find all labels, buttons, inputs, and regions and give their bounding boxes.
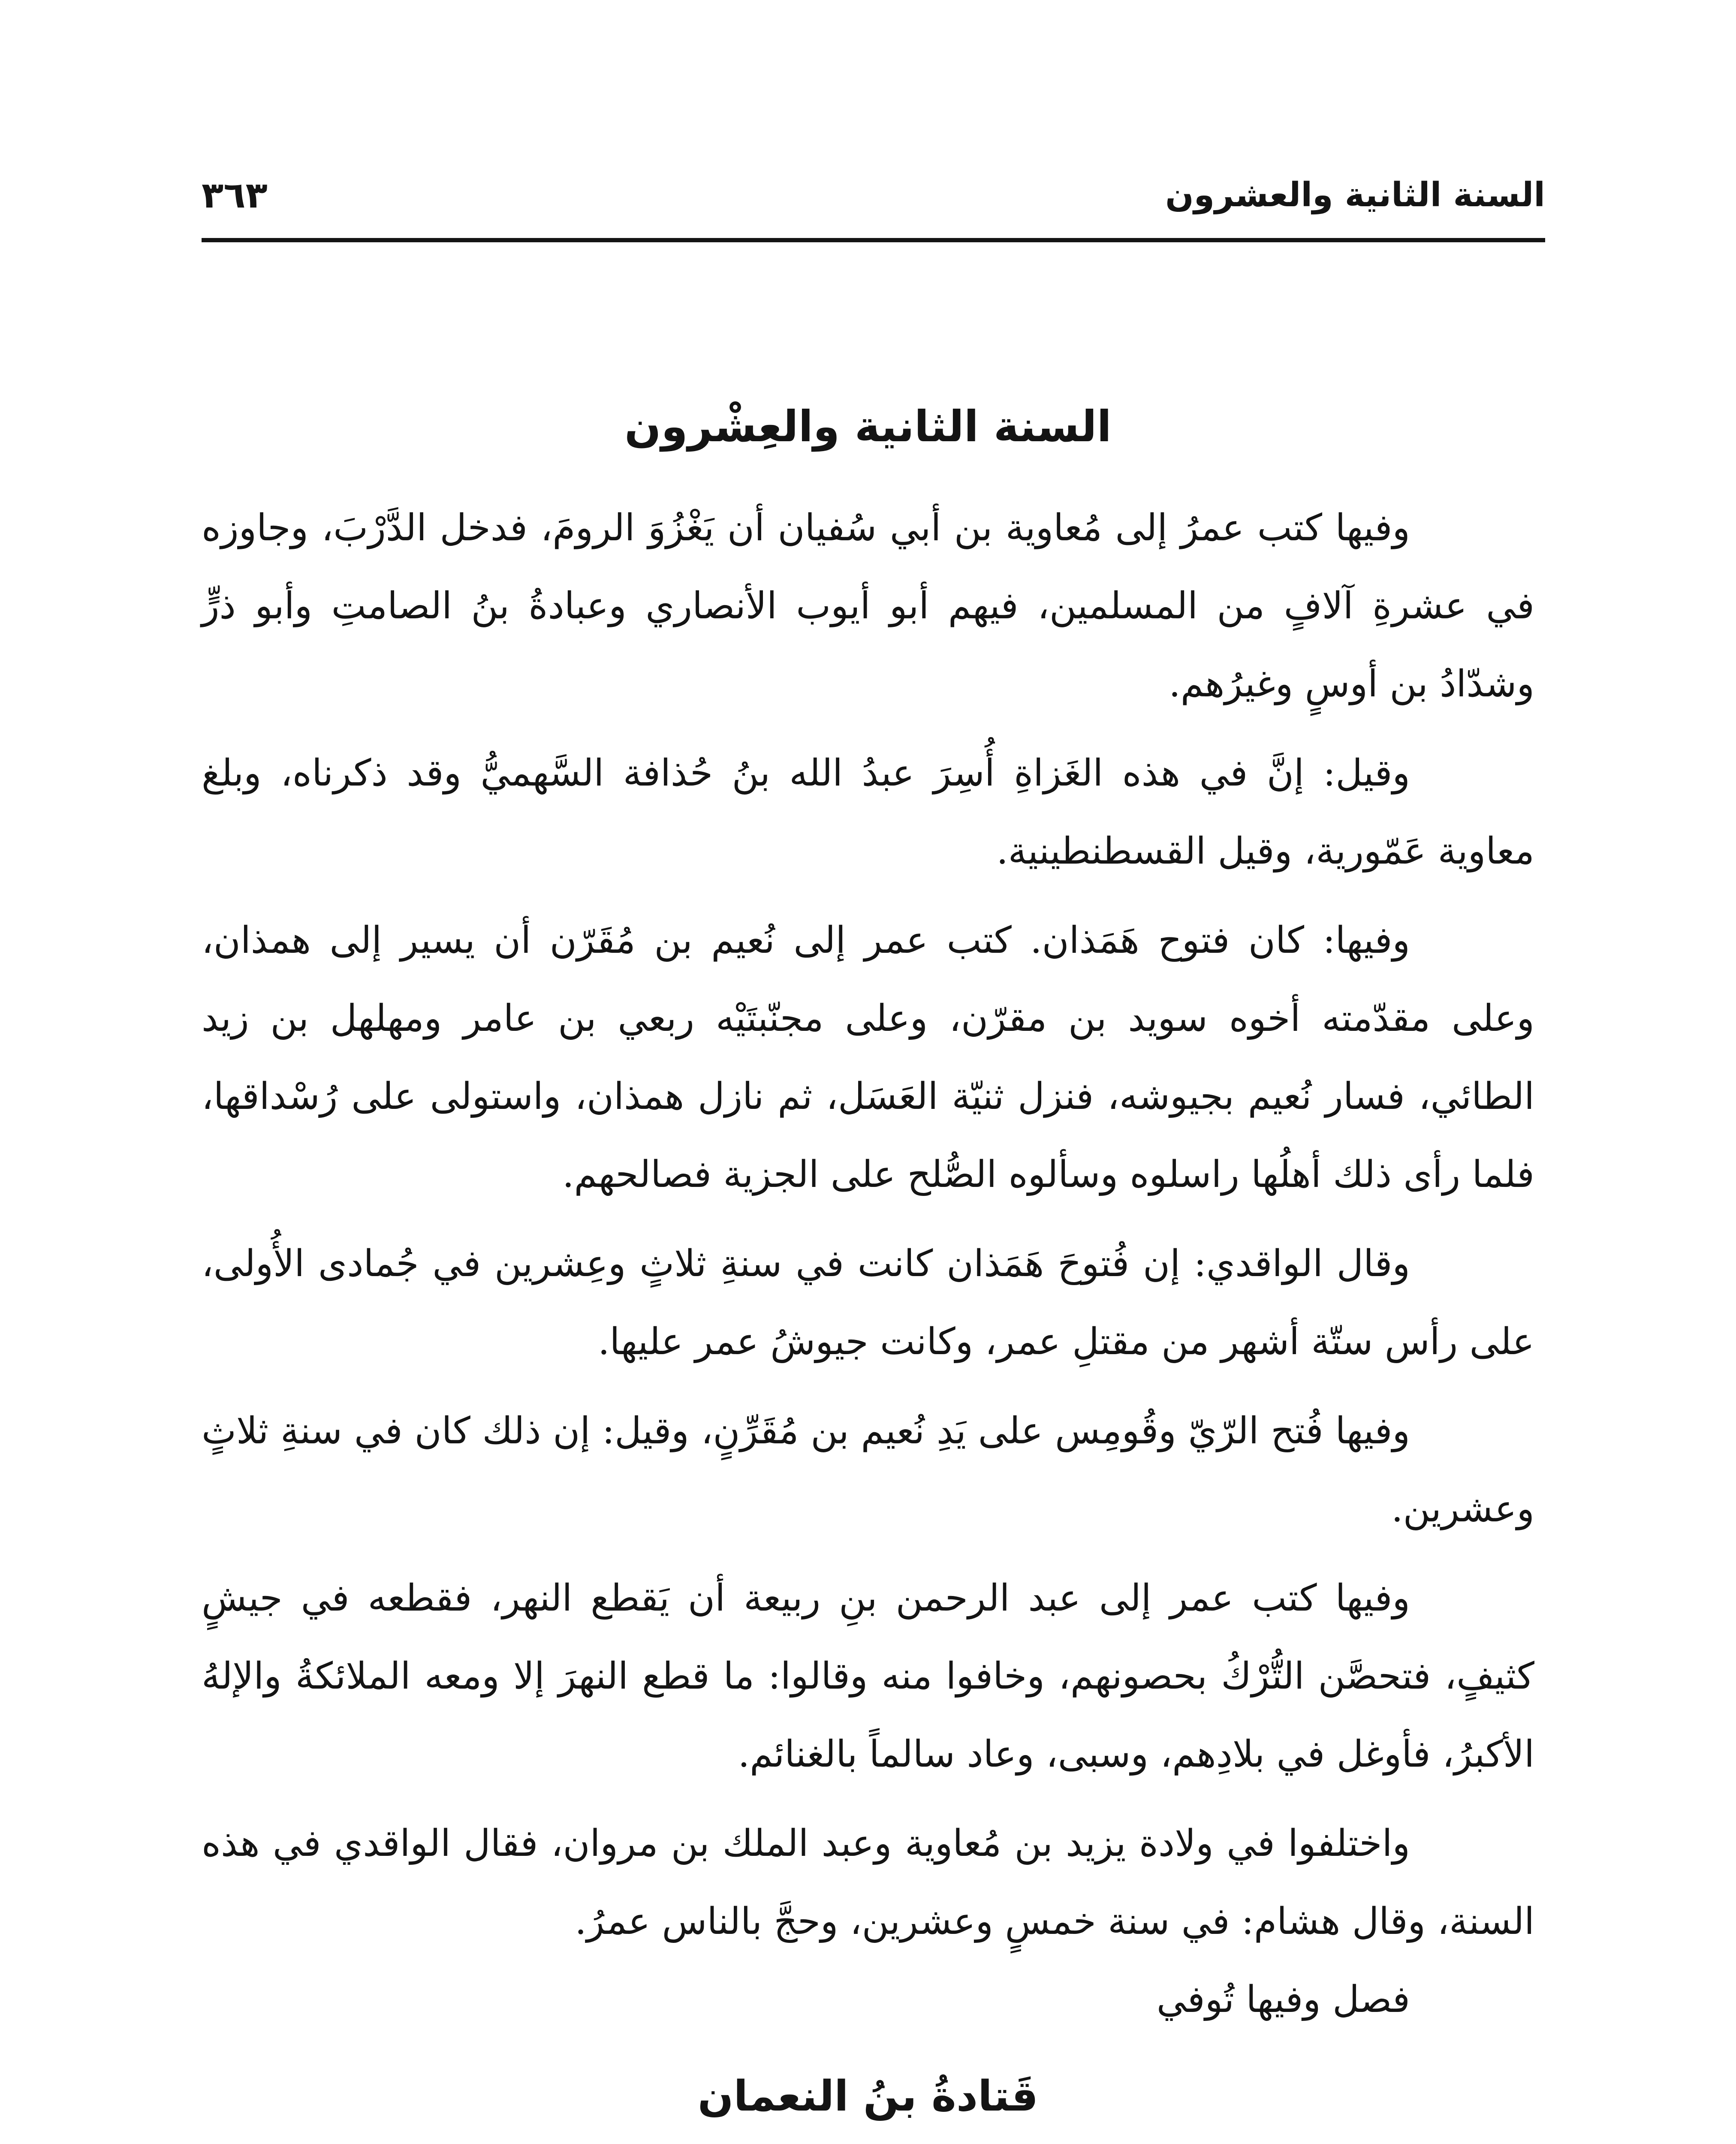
paragraph-hamadan-conquest: وفيها: كان فتوح هَمَذان. كتب عمر إلى نُعيم بن مُقَرّن أن يسير إلى همذان، وعلى مقدّمته أخوه سويد بن مقرّن، وعلى مجنّبتَيْه ربعي بن عامر ومهلهل بن زيد الطائي، فسار نُعيم بجيوشه، فنزل ثنيّة العَسَل، ثم نازل همذان، واستولى على رُسْداقها، فلما رأى ذلك أهلُها راسلوه وسألوه الصُّلح على الجزية فصالحهم. [202, 919, 1534, 1196]
subsection-title: قَتادةُ بنُ النعمان [697, 2072, 1039, 2121]
paragraph-waqidi-hamadan: وقال الواقدي: إن فُتوحَ هَمَذان كانت في سنةِ ثلاثٍ وعِشرين في جُمادى الأُولى، على رأس ستّة أشهر من مقتلِ عمر، وكانت جيوشُ عمر عليها. [202, 1242, 1534, 1363]
paragraph-births: واختلفوا في ولادة يزيد بن مُعاوية وعبد الملك بن مروان، فقال الواقدي في هذه السنة، وقال هشام: في سنة خمسٍ وعشرين، وحجَّ بالناس عمرُ. [202, 1822, 1534, 1943]
page-number: ٣٦٣ [202, 174, 268, 216]
paragraph-muawiya-raid: وفيها كتب عمرُ إلى مُعاوية بن أبي سُفيان أن يَغْزُوَ الرومَ، فدخل الدَّرْبَ، وجاوزه في عشرةِ آلافٍ من المسلمين، فيهم أبو أيوب الأنصاري وعبادةُ بنُ الصامتِ وأبو ذرٍّ وشدّادُ بن أوسٍ وغيرُهم. [202, 506, 1534, 705]
running-header [202, 163, 1545, 227]
paragraph-rayy-qumis: وفيها فُتح الرّيّ وقُومِس على يَدِ نُعيم بن مُقَرِّنٍ، وقيل: إن ذلك كان في سنةِ ثلاثٍ وعشرين. [202, 1409, 1534, 1530]
body-text [202, 386, 1534, 2144]
paragraph-river-crossing: وفيها كتب عمر إلى عبد الرحمن بنِ ربيعة أن يَقطع النهر، فقطعه في جيشٍ كثيفٍ، فتحصَّن التُّرْكُ بحصونهم، وخافوا منه وقالوا: ما قطع النهرَ إلا ومعه الملائكةُ والإلهُ الأكبرُ، فأوغل في بلادِهم، وسبى، وعاد سالماً بالغنائم. [202, 1577, 1534, 1776]
section-title: السنة الثانية والعِشْرون [624, 401, 1112, 452]
running-header-title: السنة الثانية والعشرون [1165, 176, 1545, 214]
header-rule [202, 238, 1545, 242]
paragraph-captive: وقيل: إنَّ في هذه الغَزاةِ أُسِرَ عبدُ الله بنُ حُذافة السَّهميُّ وقد ذكرناه، وبلغ معاوية عَمّورية، وقيل القسطنطينية. [202, 752, 1534, 873]
chapter-lead-in: فصل وفيها تُوفي [1156, 1978, 1410, 2021]
